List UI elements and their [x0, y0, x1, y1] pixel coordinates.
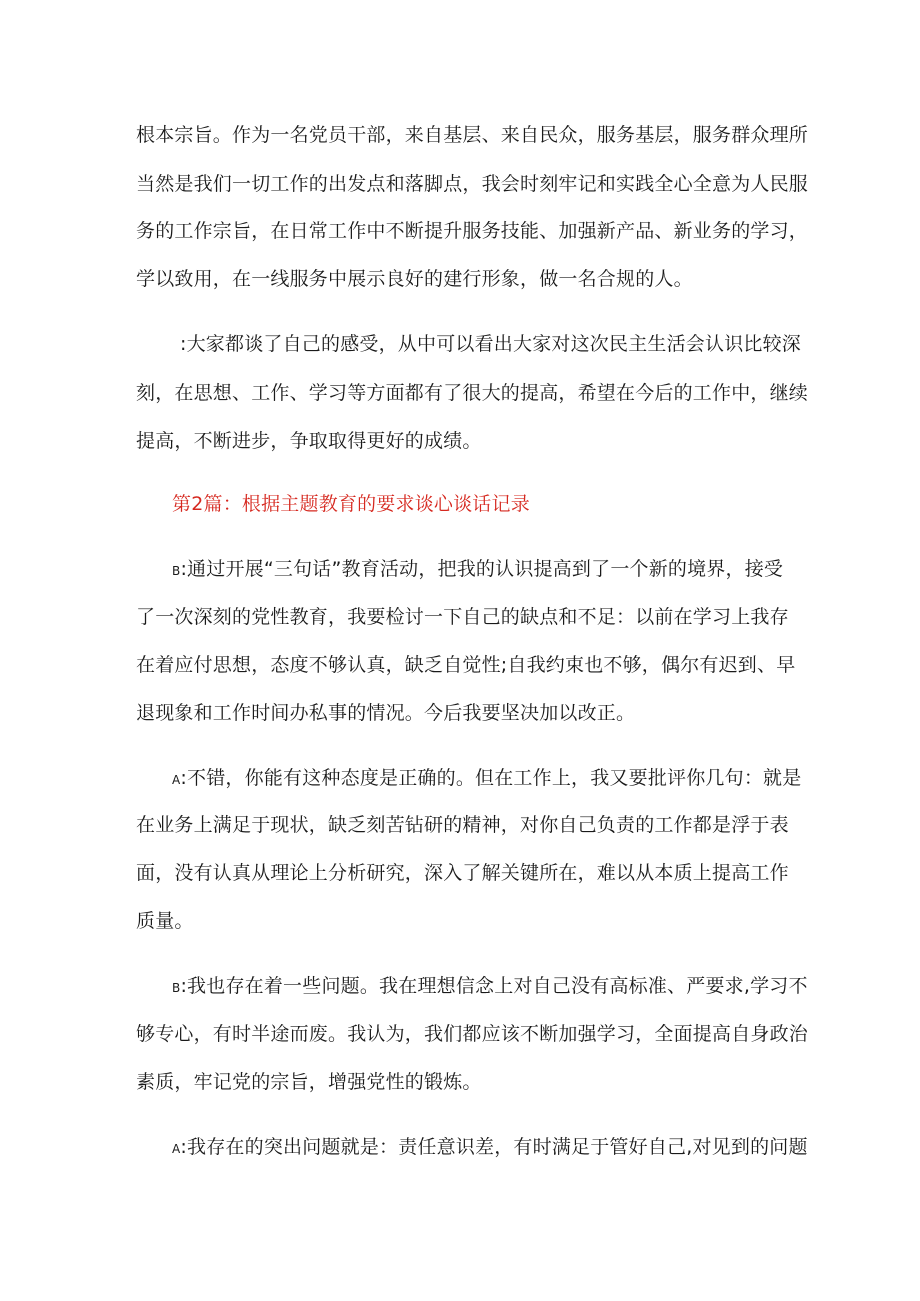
paragraph-1-line-3: 务的工作宗旨，在日常工作中不断提升服务技能、加强新产品、新业务的学习，: [136, 220, 809, 242]
dialogue-1-line-3: 在着应付思想，态度不够认真，缺乏自觉性;自我约束也不够，偶尔有迟到、早: [136, 654, 796, 676]
dialogue-2-line-2: 在业务上满足于现状，缺乏刻苦钻研的精神，对你自己负责的工作都是浮于表: [136, 814, 789, 836]
dialogue-4-first-line: [172, 1134, 808, 1162]
paragraph-1-line-1: 根本宗旨。作为一名党员干部，来自基层、来自民众，服务基层，服务群众理所: [136, 124, 809, 146]
dialogue-1-line-2: 了一次深刻的党性教育，我要检讨一下自己的缺点和不足：以前在学习上我存: [136, 606, 789, 628]
speaker-label: A: [172, 1142, 181, 1156]
dialogue-text: :通过开展“三句话”教育活动，把我的认识提高到了一个新的境界，接受: [180, 558, 784, 580]
paragraph-2-line-2: 刻，在思想、工作、学习等方面都有了很大的提高，希望在今后的工作中，继续: [136, 382, 809, 404]
dialogue-1-first-line: [172, 556, 783, 584]
dialogue-text: :不错，你能有这种态度是正确的。但在工作上，我又要批评你几句：就是: [180, 767, 802, 789]
paragraph-1-line-2: 当然是我们一切工作的出发点和落脚点，我会时刻牢记和实践全心全意为人民服: [136, 173, 809, 195]
speaker-label: B: [172, 981, 181, 995]
dialogue-3-first-line: [172, 973, 808, 1001]
dialogue-2-line-4: 质量。: [136, 910, 194, 932]
paragraph-2-line-1: :大家都谈了自己的感受，从中可以看出大家对这次民主生活会认识比较深: [180, 333, 802, 355]
speaker-label: B: [172, 564, 181, 578]
dialogue-3-line-2: 够专心，有时半途而废。我认为，我们都应该不断加强学习，全面提高自身政治: [136, 1023, 809, 1045]
dialogue-3-line-3: 素质，牢记党的宗旨，增强党性的锻炼。: [136, 1071, 482, 1093]
section-heading: 第2篇：根据主题教育的要求谈心谈话记录: [172, 493, 530, 515]
dialogue-2-first-line: [172, 765, 801, 793]
paragraph-1-line-4: 学以致用，在一线服务中展示良好的建行形象，做一名合规的人。: [136, 268, 693, 290]
paragraph-2-line-3: 提高，不断进步，争取取得更好的成绩。: [136, 430, 482, 452]
speaker-label: A: [172, 773, 181, 787]
dialogue-text: :我也存在着一些问题。我在理想信念上对自己没有高标准、严要求,学习不: [180, 975, 808, 997]
dialogue-text: :我存在的突出问题就是：责任意识差，有时满足于管好自己,对见到的问题: [180, 1136, 808, 1158]
dialogue-1-line-4: 退现象和工作时间办私事的情况。今后我要坚决加以改正。: [136, 702, 636, 724]
dialogue-2-line-3: 面，没有认真从理论上分析研究，深入了解关键所在，难以从本质上提高工作: [136, 862, 789, 884]
